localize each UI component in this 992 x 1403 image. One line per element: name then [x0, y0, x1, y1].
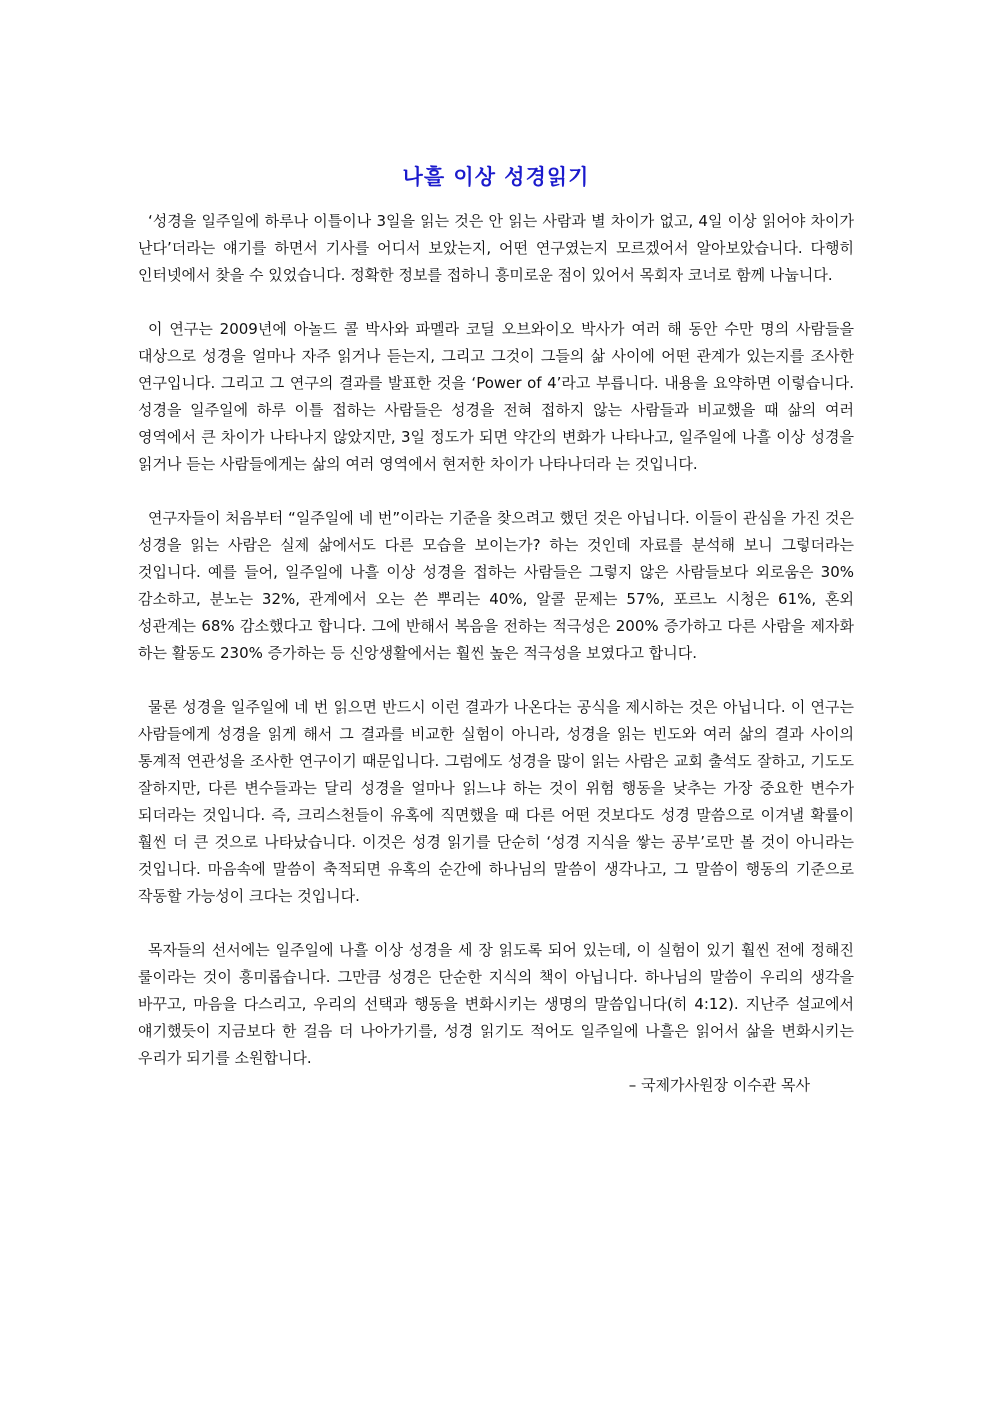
- author-signature: – 국제가사원장 이수관 목사: [628, 1076, 810, 1094]
- paragraph-1: ‘성경을 일주일에 하루나 이틀이나 3일을 읽는 것은 안 읽는 사람과 별 차이가 없고, 4일 이상 읽어야 차이가 난다’더라는 얘기를 하면서 기사를 어디서 보았는지, 어떤 연구였는지 모르겠어서 알아보았습니다. 다행히 인터넷에서 찾을 수 있었습니다. 정확한 정보를 접하니 흥미로운 점이 있어서 목회자 코너로 함께 나눕니다.: [138, 212, 854, 284]
- document-title: 나흘 이상 성경읽기: [402, 165, 590, 189]
- paragraph-5: 목자들의 선서에는 일주일에 나흘 이상 성경을 세 장 읽도록 되어 있는데, 이 실험이 있기 훨씬 전에 정해진 룰이라는 것이 흥미롭습니다. 그만큼 성경은 단순한 지식의 책이 아닙니다. 하나님의 말씀이 우리의 생각을 바꾸고, 마음을 다스리고, 우리의 선택과 행동을 변화시키는 생명의 말씀입니다(히 4:12). 지난주 설교에서 얘기했듯이 지금보다 한 걸음 더 나아가기를, 성경 읽기도 적어도 일주일에 나흘은 읽어서 삶을 변화시키는 우리가 되기를 소원합니다.: [138, 941, 854, 1067]
- document-page: [138, 160, 854, 1099]
- paragraph-4: 물론 성경을 일주일에 네 번 읽으면 반드시 이런 결과가 나온다는 공식을 제시하는 것은 아닙니다. 이 연구는 사람들에게 성경을 읽게 해서 그 결과를 비교한 실험이 아니라, 성경을 읽는 빈도와 여러 삶의 결과 사이의 통계적 연관성을 조사한 연구이기 때문입니다. 그럼에도 성경을 많이 읽는 사람은 교회 출석도 잘하고, 기도도 잘하지만, 다른 변수들과는 달리 성경을 얼마나 읽느냐 하는 것이 위험 행동을 낮추는 가장 중요한 변수가 되더라는 것입니다. 즉, 크리스천들이 유혹에 직면했을 때 다른 어떤 것보다도 성경 말씀으로 이겨낼 확률이 훨씬 더 큰 것으로 나타났습니다. 이것은 성경 읽기를 단순히 ‘성경 지식을 쌓는 공부’로만 볼 것이 아니라는 것입니다. 마음속에 말씀이 축적되면 유혹의 순간에 하나님의 말씀이 생각나고, 그 말씀이 행동의 기준으로 작동할 가능성이 크다는 것입니다.: [138, 698, 854, 905]
- paragraph-2: 이 연구는 2009년에 아놀드 콜 박사와 파멜라 코딜 오브와이오 박사가 여러 해 동안 수만 명의 사람들을 대상으로 성경을 얼마나 자주 읽거나 듣는지, 그리고 그것이 그들의 삶 사이에 어떤 관계가 있는지를 조사한 연구입니다. 그리고 그 연구의 결과를 발표한 것을 ‘Power of 4’라고 부릅니다. 내용을 요약하면 이렇습니다. 성경을 일주일에 하루 이틀 접하는 사람들은 성경을 전혀 접하지 않는 사람들과 비교했을 때 삶의 여러 영역에서 큰 차이가 나타나지 않았지만, 3일 정도가 되면 약간의 변화가 나타나고, 일주일에 나흘 이상 성경을 읽거나 듣는 사람들에게는 삶의 여러 영역에서 현저한 차이가 나타나더라 는 것입니다.: [138, 320, 854, 473]
- paragraph-3: 연구자들이 처음부터 “일주일에 네 번”이라는 기준을 찾으려고 했던 것은 아닙니다. 이들이 관심을 가진 것은 성경을 읽는 사람은 실제 삶에서도 다른 모습을 보이는가? 하는 것인데 자료를 분석해 보니 그렇더라는 것입니다. 예를 들어, 일주일에 나흘 이상 성경을 접하는 사람들은 그렇지 않은 사람들보다 외로움은 30% 감소하고, 분노는 32%, 관계에서 오는 쓴 뿌리는 40%, 알콜 문제는 57%, 포르노 시청은 61%, 혼외 성관계는 68% 감소했다고 합니다. 그에 반해서 복음을 전하는 적극성은 200% 증가하고 다른 사람을 제자화 하는 활동도 230% 증가하는 등 신앙생활에서는 훨씬 높은 적극성을 보였다고 합니다.: [138, 509, 854, 662]
